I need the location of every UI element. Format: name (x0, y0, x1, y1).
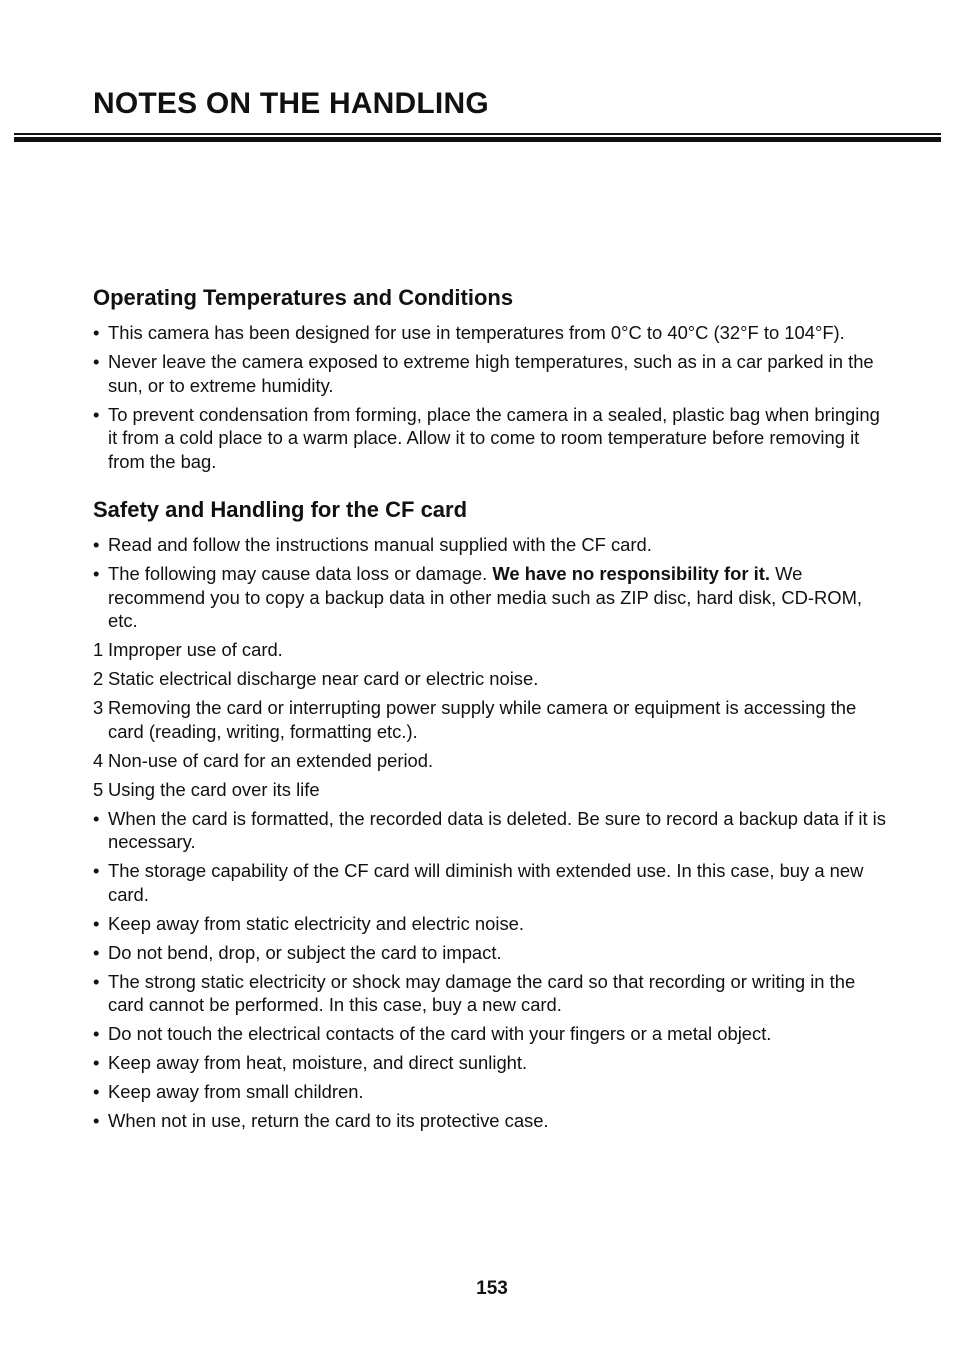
list-item-text: Non-use of card for an extended period. (108, 749, 434, 771)
list-item (93, 1022, 893, 1046)
bullet-marker: • (93, 1052, 100, 1073)
list-item (93, 1109, 893, 1133)
list-item (93, 403, 893, 474)
list-item-text: Removing the card or interrupting power supply while camera or equipment is accessing the card (reading, writing, formatting etc.). (108, 697, 857, 742)
page-number: 153 (476, 1278, 508, 1299)
bullet-marker: • (93, 860, 100, 881)
numbered-item (93, 638, 893, 662)
number-marker: 1 (93, 639, 104, 660)
list-item-text: This camera has been designed for use in temperatures from 0°C to 40°C (32°F to 104°F). (108, 322, 845, 343)
bullet-marker: • (93, 322, 100, 343)
list-item (93, 1051, 893, 1075)
bullet-marker: • (93, 970, 100, 992)
number-marker: 5 (93, 778, 104, 800)
list-item (93, 807, 893, 854)
bullet-marker: • (93, 941, 100, 963)
title-rule-thick (14, 137, 941, 142)
list-item-text-after: We recommend you to copy a backup data in other media such as ZIP disc, hard disk, CD-ROM, etc. (108, 563, 863, 631)
list-item (93, 1080, 893, 1104)
list-item-text: Keep away from small children. (108, 1081, 364, 1102)
list-item (93, 859, 893, 906)
content (93, 283, 893, 1138)
list-item-text: Keep away from static electricity and electric noise. (108, 912, 525, 934)
list-item-text: Never leave the camera exposed to extreme high temperatures, such as in a car parked in the sun, or to extreme humidity. (108, 351, 874, 396)
list-item-text: Using the card over its life (108, 778, 320, 800)
list-item-text: Do not touch the electrical contacts of the card with your fingers or a metal object. (108, 1023, 772, 1044)
section-heading-cf-card: Safety and Handling for the CF card (93, 497, 468, 522)
numbered-item (93, 749, 893, 773)
bullet-marker: • (93, 912, 100, 934)
bullet-marker: • (93, 1081, 100, 1102)
bullet-marker: • (93, 403, 100, 425)
list-item (93, 321, 893, 345)
list-item-text: Read and follow the instructions manual supplied with the CF card. (108, 534, 652, 555)
numbered-item (93, 696, 893, 743)
bullet-marker: • (93, 534, 100, 555)
list-item-text: When not in use, return the card to its protective case. (108, 1110, 549, 1131)
list-item-text: The strong static electricity or shock may damage the card so that recording or writing in the card cannot be performed. In this case, buy a new card. (108, 970, 856, 1015)
bullet-marker: • (93, 563, 100, 584)
list-item-text: The following may cause data loss or damage. (108, 563, 493, 584)
list-item (93, 533, 893, 557)
list-item (93, 350, 893, 397)
cf-card-list (93, 533, 893, 1133)
list-item-text: Keep away from heat, moisture, and direct sunlight. (108, 1052, 528, 1073)
bullet-marker: • (93, 1023, 100, 1044)
numbered-item (93, 667, 893, 691)
page-title: NOTES ON THE HANDLING (93, 87, 489, 120)
list-item (93, 562, 893, 633)
numbered-item (93, 778, 893, 802)
list-item-text: Do not bend, drop, or subject the card to impact. (108, 941, 502, 963)
section-heading-temperatures: Operating Temperatures and Conditions (93, 285, 514, 310)
list-item (93, 912, 893, 936)
bullet-marker: • (93, 351, 100, 372)
list-item-bold-text: We have no responsibility for it. (492, 563, 770, 584)
list-item (93, 941, 893, 965)
bullet-marker: • (93, 1110, 100, 1131)
list-item-text: To prevent condensation from forming, place the camera in a sealed, plastic bag when bringing it from a cold place to a warm place. Allow it to come to room temperature before removing it from the bag. (108, 403, 880, 472)
list-item-text: Static electrical discharge near card or electric noise. (108, 668, 539, 689)
list-item-text: The storage capability of the CF card will diminish with extended use. In this case, buy a new card. (108, 860, 864, 905)
temperature-list (93, 321, 893, 473)
bullet-marker: • (93, 807, 100, 829)
number-marker: 2 (93, 668, 104, 689)
list-item (93, 970, 893, 1017)
list-item-text: When the card is formatted, the recorded data is deleted. Be sure to record a backup data if it is necessary. (108, 807, 886, 852)
number-marker: 4 (93, 749, 104, 771)
title-rule-thin (14, 133, 941, 135)
number-marker: 3 (93, 697, 104, 718)
list-item-text: Improper use of card. (108, 639, 283, 660)
